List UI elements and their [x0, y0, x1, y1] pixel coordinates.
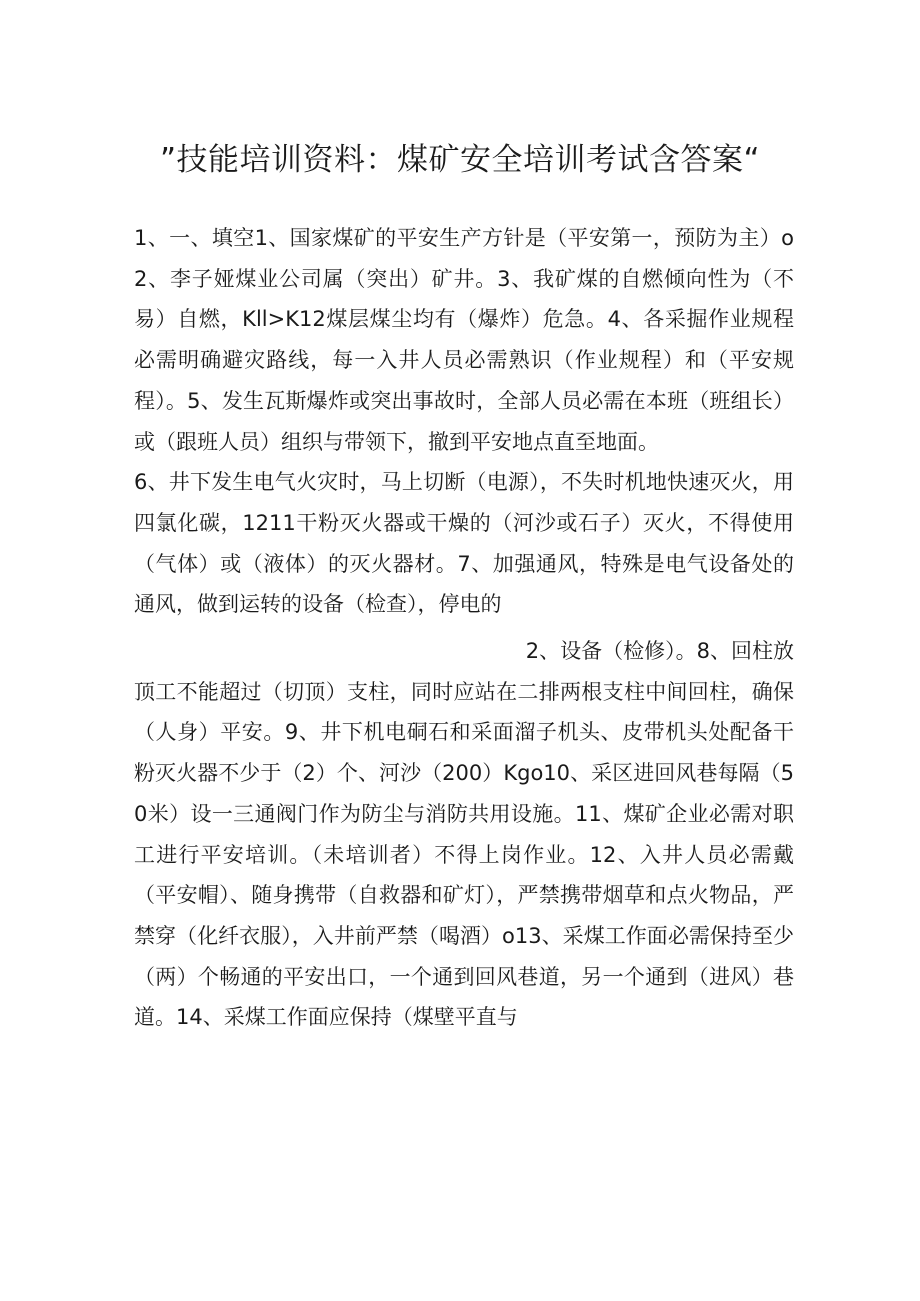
paragraph-1: 1、一、填空1、国家煤矿的平安生产方针是（平安第一，预防为主）o2、李子娅煤业公司属（突出）矿井。3、我矿煤的自燃倾向性为（不易）自燃，Kll>K12煤层煤尘均有（爆炸）危急。4、各采掘作业规程必需明确避灾路线，每一入井人员必需熟识（作业规程）和（平安规程）。5、发生瓦斯爆炸或突出事故时，全部人员必需在本班（班组长）或（跟班人员）组织与带领下，撤到平安地点直至地面。 [134, 226, 794, 454]
paragraph-3: 2、设备（检修）。8、回柱放 [525, 639, 794, 664]
document-body [134, 218, 794, 1038]
paragraph-2: 6、井下发生电气火灾时，马上切断（电源），不失时机地快速灭火，用四氯化碳，1211干粉灭火器或干燥的（河沙或石子）灭火，不得使用（气体）或（液体）的灭火器材。7、加强通风，特殊是电气设备处的通风，做到运转的设备（检查），停电的 [134, 470, 794, 617]
document-title: ”技能培训资料：煤矿安全培训考试含答案“ [159, 142, 761, 178]
paragraph-4: 顶工不能超过（切顶）支柱，同时应站在二排两根支柱中间回柱，确保（人身）平安。9、井下机电硐石和采面溜子机头、皮带机头处配备干粉灭火器不少于（2）个、河沙（200）Kgo10、采区进回风巷每隔（50米）设一三通阀门作为防尘与消防共用设施。11、煤矿企业必需对职工进行平安培训。（未培训者）不得上岗作业。12、入井人员必需戴（平安帽）、随身携带（自救器和矿灯），严禁携带烟草和点火物品，严禁穿（化纤衣服），入井前严禁（喝酒）o13、采煤工作面必需保持至少（两）个畅通的平安出口，一个通到回风巷道，另一个通到（进风）巷道。14、采煤工作面应保持（煤壁平直与 [134, 679, 794, 1030]
